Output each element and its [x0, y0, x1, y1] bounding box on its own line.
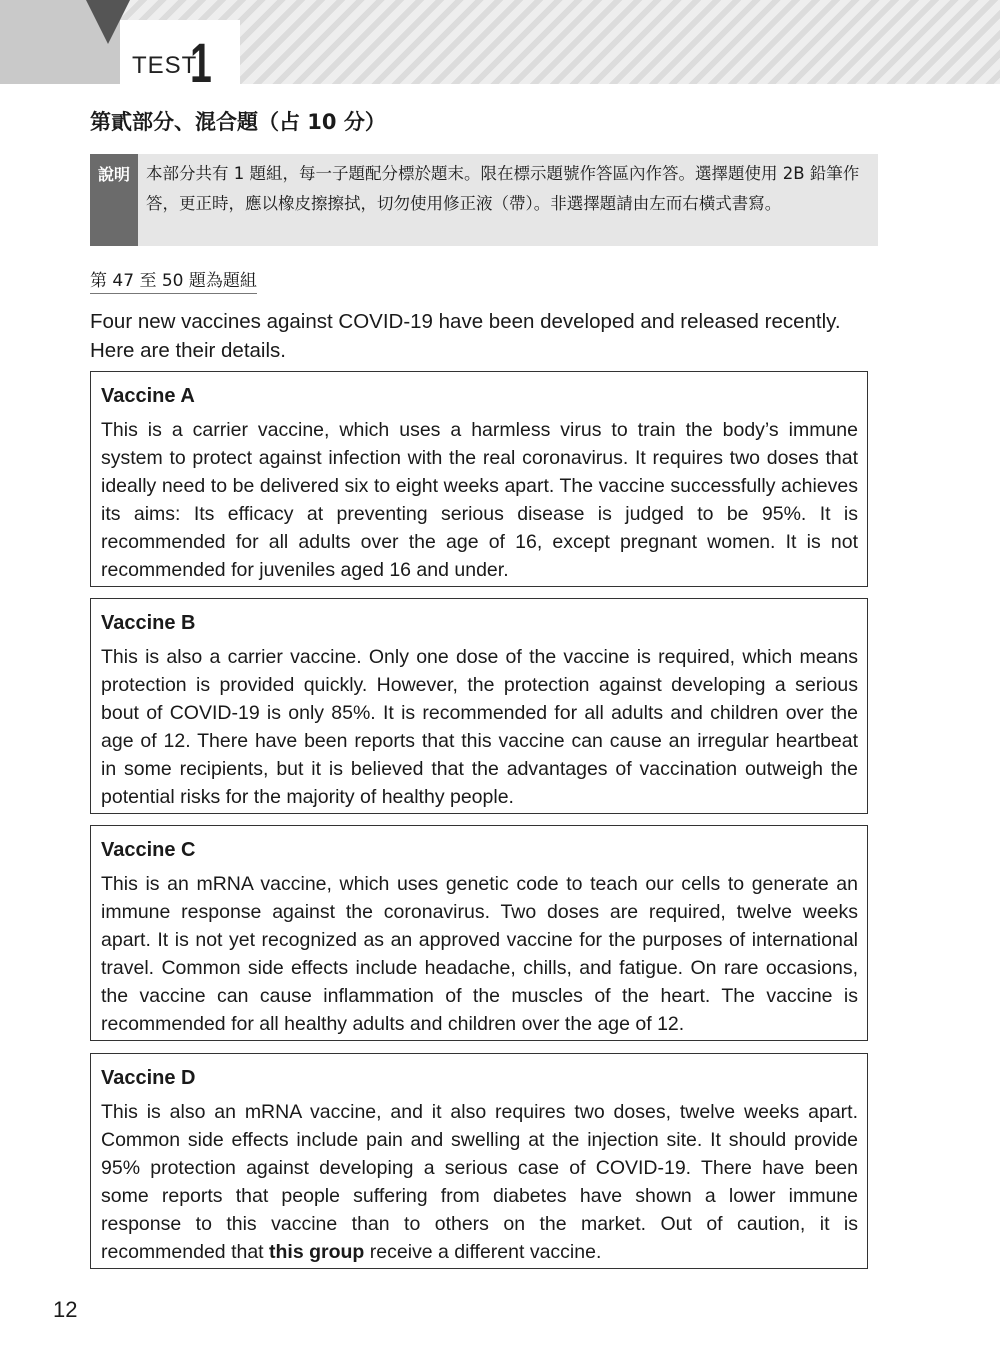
vaccine-c-title: Vaccine C	[101, 839, 196, 861]
test-number: 1	[190, 31, 212, 94]
instructions-box	[90, 154, 878, 246]
section-title: 第貳部分、混合題（占 10 分）	[90, 110, 386, 134]
vaccine-a-title: Vaccine A	[101, 385, 195, 407]
instructions-label: 說明	[90, 154, 138, 246]
vaccine-d-text-after: receive a different vaccine.	[364, 1241, 602, 1263]
vaccine-d-title: Vaccine D	[101, 1067, 196, 1089]
instructions-text: 本部分共有 1 題組，每一子題配分標於題末。限在標示題號作答區內作答。選擇題使用 2B 鉛筆作答，更正時，應以橡皮擦擦拭，切勿使用修正液（帶）。非選擇題請由左而右橫式書寫。	[146, 164, 860, 213]
vaccine-d-box	[90, 1053, 868, 1269]
vaccine-b-box	[90, 598, 868, 814]
vaccine-b-text: This is also a carrier vaccine. Only one dose of the vaccine is required, which means protection is provided quickly. However, the protection against developing a serious bout of COVID-19 is only 85%. It is recommended for all adults and children over the age of 12. There have been reports that this vaccine can cause an irregular heartbeat in some recipients, but it is believed that the advantages of vaccination outweigh the potential risks for the majority of healthy people.	[101, 646, 858, 808]
question-group-label: 第 47 至 50 題為題組	[90, 266, 257, 294]
vaccine-d-text-before: This is also an mRNA vaccine, and it also requires two doses, twelve weeks apart. Common side effects include pain and swelling at the injection site. It should provide 95% protection against developing a serious case of COVID-19. There have been some reports that people suffering from diabetes have shown a lower immune response to this vaccine than to others on the market. Out of caution, it is recommended that	[101, 1101, 858, 1263]
vaccine-a-text: This is a carrier vaccine, which uses a harmless virus to train the body’s immune system to protect against infection with the real coronavirus. It requires two doses that ideally need to be delivered six to eight weeks apart. The vaccine successfully achieves its aims: Its efficacy at preventing serious disease is judged to be 95%. It is recommended for all adults over the age of 16, except pregnant women. It is not recommended for juveniles aged 16 and under.	[101, 419, 858, 581]
test-label: TEST	[132, 52, 198, 79]
vaccine-a-box	[90, 371, 868, 587]
vaccine-c-box	[90, 825, 868, 1041]
vaccine-d-emphasis: this group	[269, 1241, 365, 1263]
vaccine-b-title: Vaccine B	[101, 612, 196, 634]
passage-intro: Four new vaccines against COVID-19 have been developed and released recently. Here are their details.	[90, 310, 841, 362]
vaccine-c-text: This is an mRNA vaccine, which uses genetic code to teach our cells to generate an immune response against the coronavirus. Two doses are required, twelve weeks apart. It is not yet recognized as an approved vaccine for the purposes of international travel. Common side effects include headache, chills, and fatigue. On rare occasions, the vaccine can cause inflammation of the muscles of the heart. The vaccine is recommended for all healthy adults and children over the age of 12.	[101, 873, 858, 1035]
page-number: 12	[53, 1297, 78, 1322]
vaccine-d-text	[101, 1098, 858, 1266]
